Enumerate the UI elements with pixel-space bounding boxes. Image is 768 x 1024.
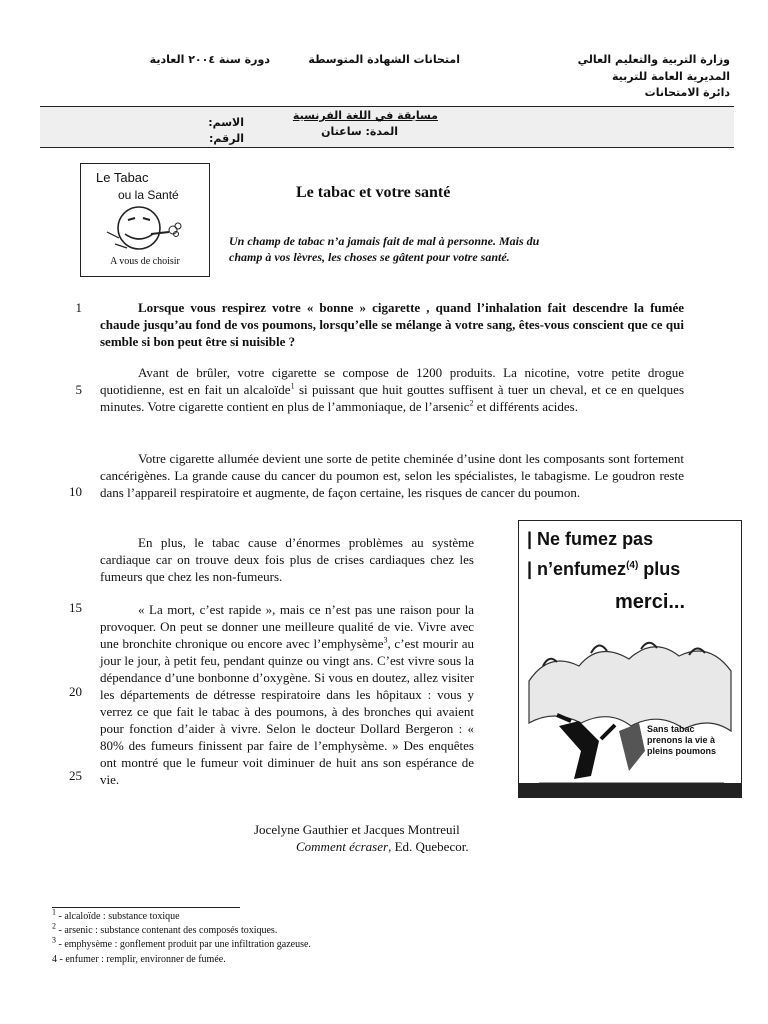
paragraph-1: Lorsque vous respirez votre « bonne » cigarette , quand l’inhalation fait descendre la fumée chaude jusqu’au fond de vos poumons, lorsqu’elle se mélange à votre sang, êtes-vous conscient que ce qui semble si bon peut être si nuisible ? (100, 300, 684, 349)
poster-line-2-text-b: plus (638, 559, 681, 579)
article-title: Le tabac et votre santé (296, 184, 451, 201)
source-publisher: , Ed. Quebecor. (388, 839, 469, 854)
footnote-ref-2: 2 (469, 398, 474, 408)
tabac-sante-logo (80, 163, 210, 277)
line-number-1: 1 (75, 300, 82, 315)
line-number-25: 25 (69, 768, 82, 783)
article-author: Jocelyne Gauthier et Jacques Montreuil (254, 822, 460, 837)
poster-line-1-text: Ne fumez pas (537, 529, 654, 549)
ministry-line-2: المديرية العامة للتربية (611, 70, 730, 83)
footnote-ref-1: 1 (290, 381, 295, 391)
logo-caption: A vous de choisir (110, 256, 180, 267)
source-title: Comment écraser (296, 839, 389, 854)
exam-session: دورة سنة ٢٠٠٤ العادية (149, 53, 270, 66)
footnote-2-text: - arsenic : substance contenant des composés toxiques. (56, 925, 278, 936)
subject-title: مسابقة في اللغة الفرنسية (292, 109, 438, 122)
line-number-15: 15 (69, 600, 82, 615)
poster-tagline: Sans tabac prenons la vie à pleins poumons (647, 724, 717, 756)
poster-line-1: | Ne fumez pas (527, 529, 654, 549)
footnote-4 (52, 954, 226, 965)
paragraph-2-part-c: et différents acides. (473, 399, 578, 414)
exam-duration: المدة: ساعتان (321, 125, 398, 138)
footnote-4-num: 4 (52, 954, 57, 965)
line-number-10: 10 (69, 484, 82, 499)
paragraph-2 (100, 364, 684, 415)
paragraph-3: Votre cigarette allumée devient une sorte de petite cheminée d’usine dont les composants sont fortement cancérigènes. La grande cause du cancer du poumon est, selon les spécialistes, le tabagisme. Le goudron reste dans l’appareil respiratoire et augmente, de façon certaine, les risques de cancer du poumon. (100, 451, 684, 500)
footnote-2 (52, 921, 278, 936)
footnote-ref-3: 3 (383, 635, 388, 645)
poster-line-2: | n’enfumez$^{(4)}$ plus (527, 559, 681, 579)
smiley-smoking-icon (105, 204, 189, 254)
paragraph-4: En plus, le tabac cause d’énormes problèmes au système cardiaque car on trouve deux fois plus de crises cardiaques chez les fumeurs que chez les non-fumeurs. (100, 535, 474, 584)
footnote-1-text: - alcaloïde : substance toxique (56, 911, 180, 922)
paragraph-5-part-a: « La mort, c’est rapide », mais ce n’est pas une raison pour la provoquer. On peut se donner une meilleure qualité de vie. Vivre avec une bronchite chronique ou encore avec l’emphysème (100, 602, 474, 651)
footnote-1-num: 1 (52, 907, 56, 917)
article-intro: Un champ de tabac n’a jamais fait de mal à personne. Mais du champ à vos lèvres, les choses se gâtent pour votre santé. (229, 234, 540, 264)
paragraph-5 (100, 601, 474, 788)
poster-merci: merci... (615, 591, 686, 613)
footnote-2-num: 2 (52, 921, 56, 931)
name-label: الاسم: (208, 116, 244, 129)
footnote-1 (52, 907, 180, 922)
footnote-3-num: 3 (52, 935, 56, 945)
footnote-3 (52, 935, 311, 950)
number-label: الرقم: (209, 132, 244, 145)
poster-line-2-text-a: n’enfumez (537, 559, 627, 579)
ministry-line-3: دائرة الامتحانات (644, 86, 730, 99)
smoke-figures-illustration (519, 611, 741, 791)
poster-footnote-ref-4: (4) (626, 560, 639, 571)
line-number-20: 20 (69, 684, 82, 699)
logo-line-2: ou la Santé (118, 188, 179, 202)
no-smoking-poster (518, 520, 742, 798)
paragraph-2-part-b: si puissant que huit gouttes suffisent à tuer un cheval, et ce en quelques minutes. Votre cigarette contient en plus de l’ammoniaque, de l’arsenic (100, 382, 685, 414)
footnote-4-text: - enfumer : remplir, environner de fumée. (57, 954, 226, 965)
ministry-line-1: وزارة التربية والتعليم العالي (577, 53, 730, 66)
exam-title: امتحانات الشهادة المتوسطة (308, 53, 460, 66)
article-source (296, 839, 469, 855)
paragraph-5-part-b: , c’est mourir au jour le jour, à petit feu, pendant quinze ou vingt ans. C’est vivre sous la dépendance d’une bonbonne d’oxygène. Si vous en doutez, allez visiter les départements de détresse respiratoire dans les hôpitaux : vous y verrez ce que fait le tabac à des poumons, à des bronches qui avaient pour fonction d’aider à vivre. Selon le docteur Dollard Bergeron : « 80% des fumeurs finissent par faire de l’emphysème. » Des enquêtes ont montré que le fumeur voit diminuer de huit ans son espérance de vie. (100, 636, 474, 787)
line-number-5: 5 (75, 382, 82, 397)
footnote-3-text: - emphysème : gonflement produit par une infiltration gazeuse. (56, 939, 311, 950)
paragraph-2-part-a: Avant de brûler, votre cigarette se compose de 1200 produits. La nicotine, votre petite drogue quotidienne, est en fait un alcaloïde (100, 365, 684, 397)
poster-caption-strip (519, 783, 741, 797)
footnote-separator (52, 907, 240, 908)
logo-line-1: Le Tabac (96, 170, 149, 185)
